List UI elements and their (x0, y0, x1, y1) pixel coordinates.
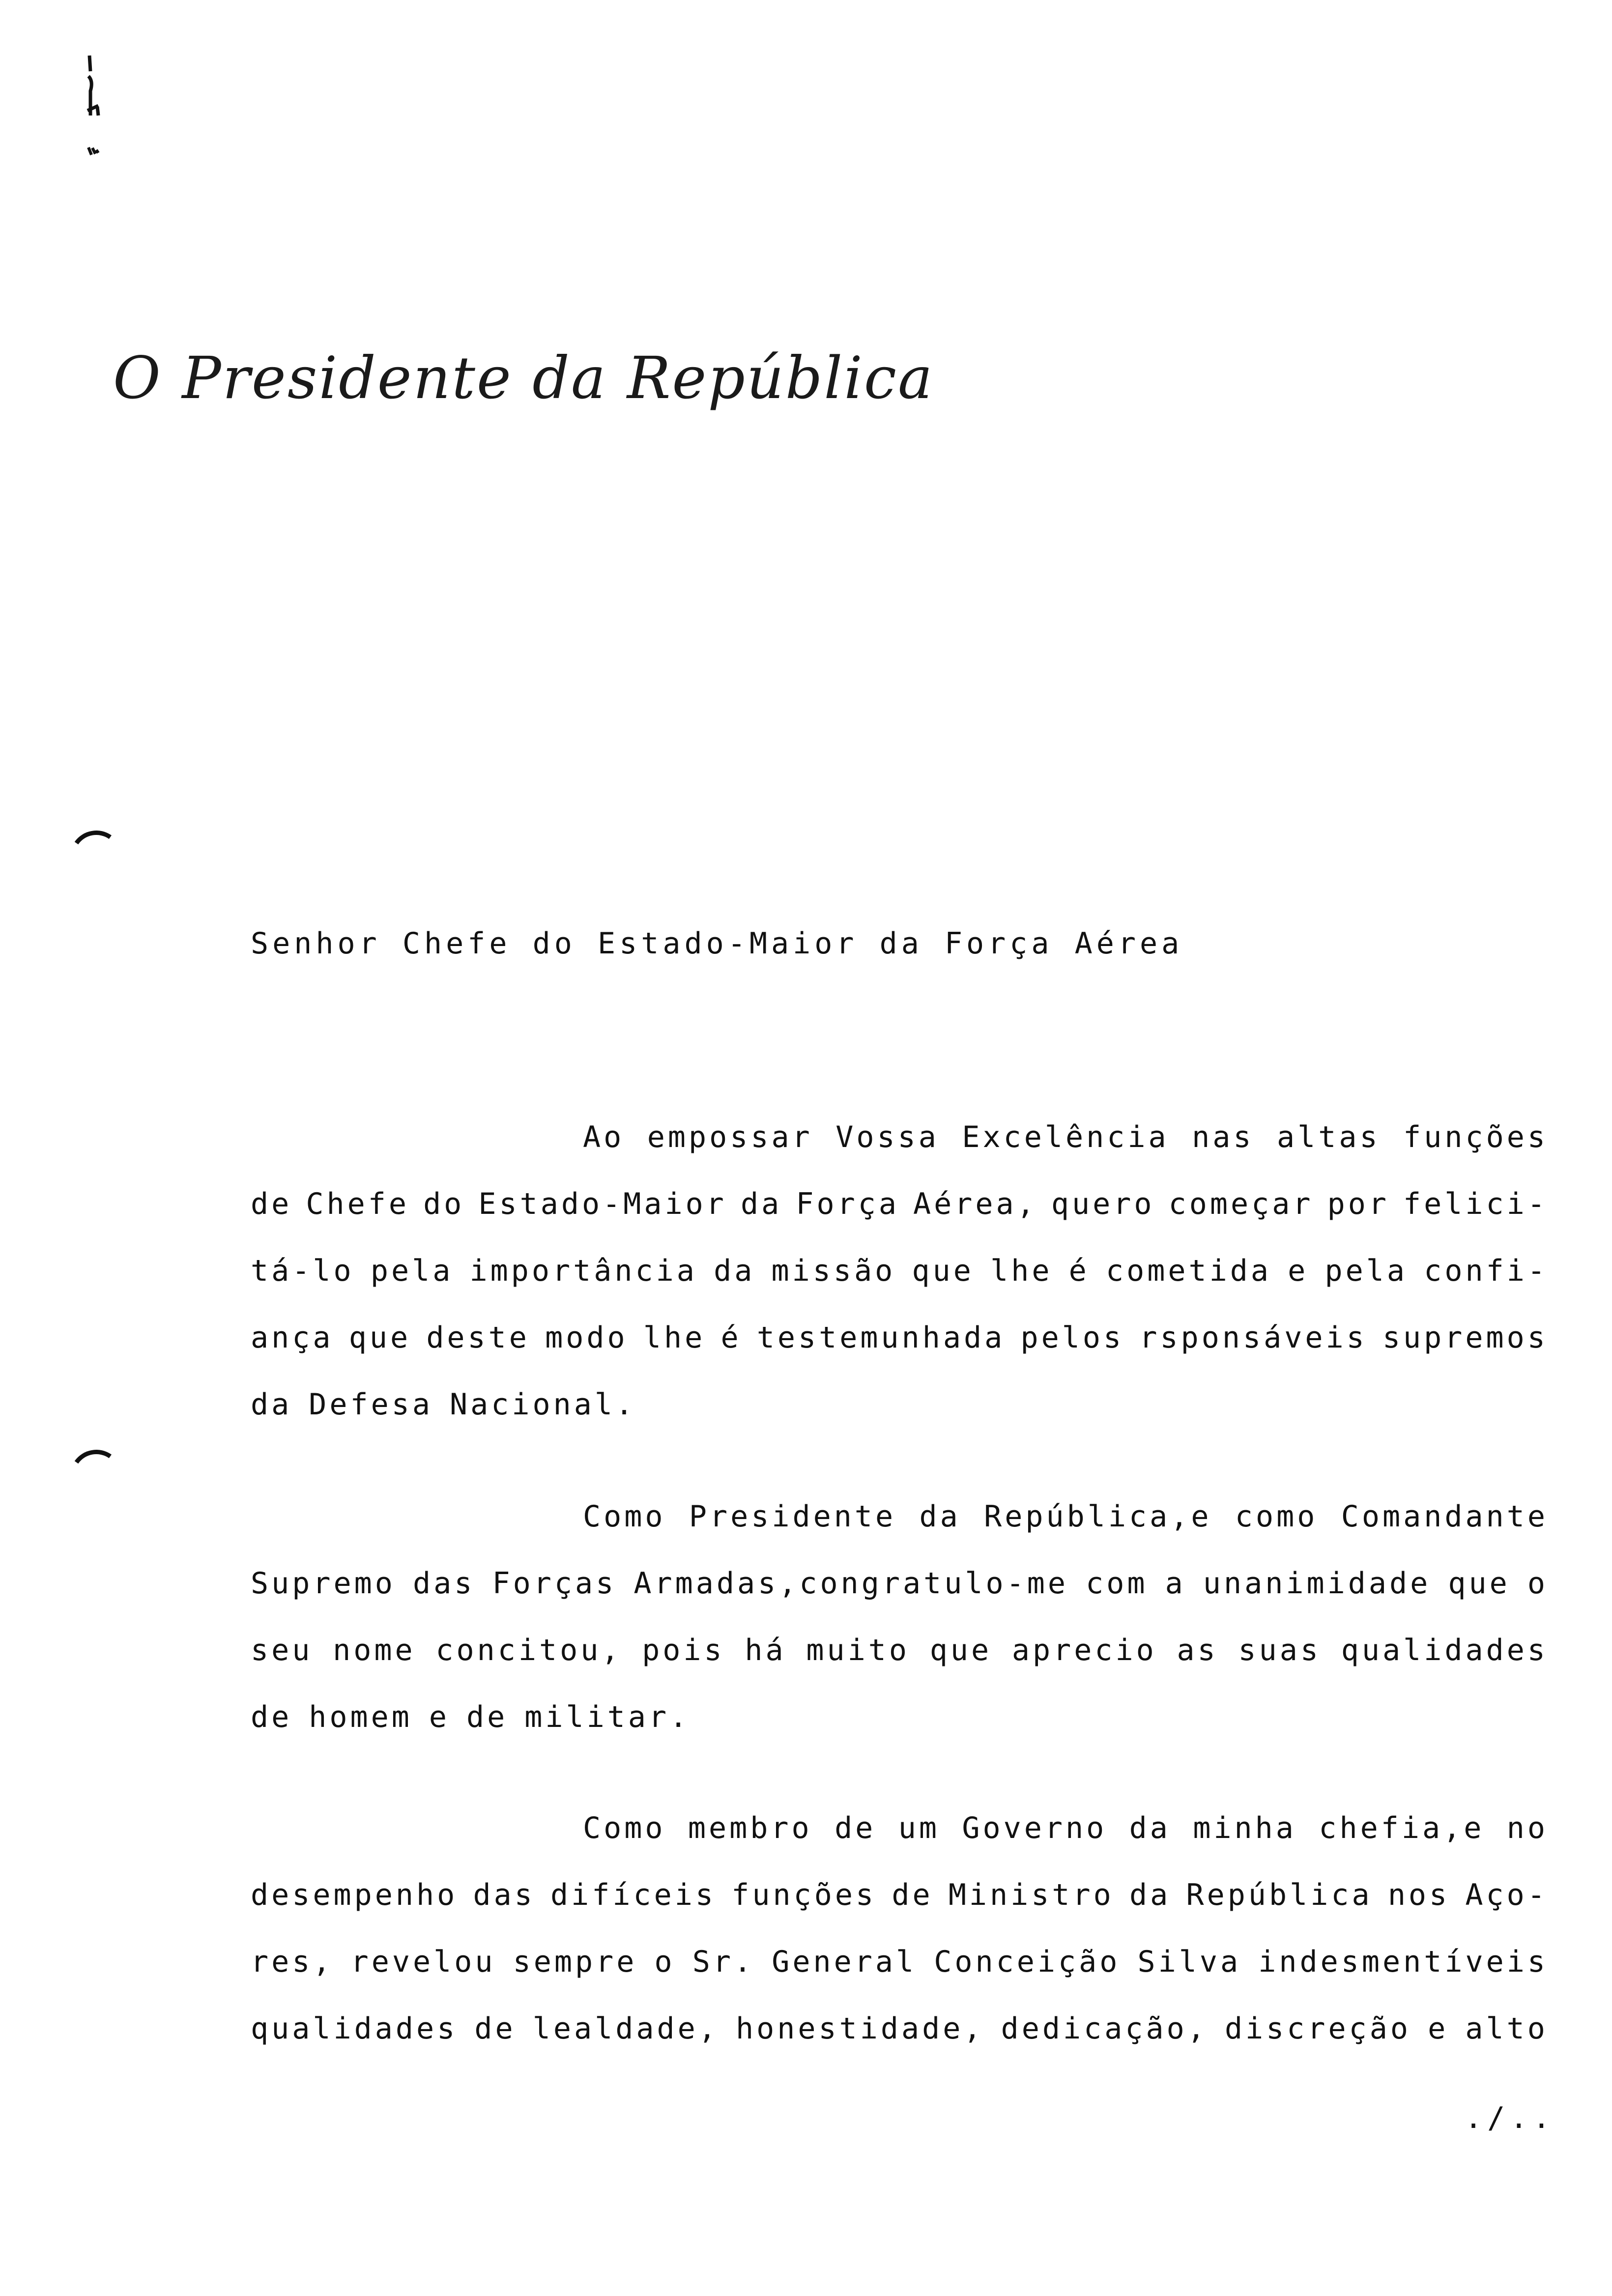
word: felici- (1403, 1187, 1548, 1221)
word: lealdade, (532, 2011, 719, 2046)
word: funções (731, 1878, 877, 1912)
word: das (473, 1878, 535, 1912)
word: militar. (524, 1700, 691, 1734)
word: muito (806, 1633, 910, 1667)
word: aprecio (1011, 1633, 1157, 1667)
paragraph-line (251, 1862, 1548, 1928)
word: de (474, 2011, 516, 2046)
paragraph-line (251, 1995, 1548, 2062)
word: funções (1403, 1120, 1548, 1154)
word: que (929, 1633, 992, 1667)
word: revelou (350, 1945, 496, 1979)
word: modo (545, 1320, 628, 1355)
word: o (654, 1945, 675, 1979)
paragraph (251, 1483, 1548, 1751)
word: começar (1168, 1187, 1314, 1221)
word: há (745, 1633, 786, 1667)
word: as (1177, 1633, 1218, 1667)
word: desempenho (251, 1878, 458, 1912)
word: quero (1051, 1187, 1155, 1221)
word: República (1186, 1878, 1373, 1912)
word: unanimidade (1203, 1566, 1431, 1601)
word: Chefe (306, 1187, 409, 1221)
word: da (714, 1254, 755, 1288)
word: Nacional. (450, 1387, 636, 1422)
punch-hole-icon (65, 826, 127, 888)
word: Aérea, (913, 1187, 1037, 1221)
word: é (1068, 1254, 1090, 1288)
word: Conceição (934, 1945, 1121, 1979)
paragraph (251, 1104, 1548, 1438)
word: da (1129, 1811, 1171, 1845)
paragraph (251, 1795, 1548, 2062)
word: qualidades (1341, 1633, 1548, 1667)
word: minha (1193, 1811, 1296, 1845)
corner-ink-mark-icon (84, 52, 113, 165)
word: de (251, 1187, 292, 1221)
word: de (251, 1700, 292, 1734)
word: ança (251, 1320, 334, 1355)
word: Excelência (962, 1120, 1169, 1154)
word: rsponsáveis (1139, 1320, 1367, 1355)
word: Armadas,congratulo-me (633, 1566, 1068, 1601)
paragraph-line (251, 1371, 1548, 1438)
word: e (1428, 2011, 1449, 2046)
word: Comandante (1341, 1499, 1548, 1534)
word: no (1506, 1811, 1548, 1845)
paragraph-line (251, 1550, 1548, 1617)
word: honestidade, (735, 2011, 984, 2046)
word: alto (1465, 2011, 1548, 2046)
word: das (413, 1566, 475, 1601)
word: Ministro (948, 1878, 1114, 1912)
paragraph-line (251, 1171, 1548, 1237)
word: de (466, 1700, 508, 1734)
word: seu (251, 1633, 313, 1667)
word: concitou, (435, 1633, 622, 1667)
word: Aço- (1465, 1878, 1548, 1912)
word: General (772, 1945, 917, 1979)
word: pelos (1020, 1320, 1124, 1355)
word: da (919, 1499, 961, 1534)
word: e (1288, 1254, 1309, 1288)
word: Força (796, 1187, 899, 1221)
paragraph-line (251, 1237, 1548, 1304)
word: testemunhada (756, 1320, 1006, 1355)
word: um (898, 1811, 940, 1845)
word: Estado-Maior (478, 1187, 727, 1221)
word: que (348, 1320, 411, 1355)
word: do (423, 1187, 465, 1221)
word: Vossa (835, 1120, 939, 1154)
word: como (1235, 1499, 1318, 1534)
word: Silva (1137, 1945, 1241, 1979)
word: lhe (643, 1320, 706, 1355)
word: qualidades (251, 2011, 458, 2046)
word: nome (333, 1633, 416, 1667)
paragraph-line (251, 1304, 1548, 1371)
salutation: Senhor Chefe do Estado-Maior da Força Aérea (251, 926, 1183, 961)
word: importância (469, 1254, 697, 1288)
word: deste (426, 1320, 530, 1355)
word: cometida (1105, 1254, 1271, 1288)
word: da (1129, 1878, 1171, 1912)
word: lhe (990, 1254, 1053, 1288)
paragraph-line (251, 1795, 1548, 1862)
word: é (720, 1320, 742, 1355)
word: discreção (1224, 2011, 1411, 2046)
word: pois (642, 1633, 725, 1667)
word: de (835, 1811, 876, 1845)
word: e (429, 1700, 450, 1734)
word: membro (688, 1811, 812, 1845)
word: da (251, 1387, 292, 1422)
paragraph-line (251, 1928, 1548, 1995)
word: Como (583, 1811, 666, 1845)
word: com (1086, 1566, 1148, 1601)
word: a (1165, 1566, 1186, 1601)
word: o (1527, 1566, 1548, 1601)
word: que (912, 1254, 974, 1288)
word: nos (1387, 1878, 1450, 1912)
paragraph-line (251, 1104, 1548, 1171)
paragraph-line (251, 1684, 1548, 1751)
page-continuation-marker: ./.. (1465, 2101, 1555, 2135)
word: indesmentíveis (1258, 1945, 1548, 1979)
word: Defesa (309, 1387, 433, 1422)
word: chefia,e (1319, 1811, 1485, 1845)
word: Ao (583, 1120, 625, 1154)
word: difíceis (550, 1878, 717, 1912)
word: Governo (962, 1811, 1107, 1845)
letterhead-title: O Presidente da República (113, 344, 934, 412)
word: res, (251, 1945, 334, 1979)
word: Sr. (692, 1945, 755, 1979)
word: altas (1276, 1120, 1381, 1154)
word: missão (771, 1254, 896, 1288)
paragraph-line (251, 1617, 1548, 1684)
punch-hole-icon (65, 1445, 127, 1507)
word: suas (1238, 1633, 1321, 1667)
word: República,e (984, 1499, 1212, 1534)
word: Como (583, 1499, 666, 1534)
word: homem (309, 1700, 412, 1734)
word: sempre (513, 1945, 637, 1979)
word: pela (370, 1254, 454, 1288)
word: nas (1192, 1120, 1254, 1154)
word: supremos (1382, 1320, 1548, 1355)
paragraph-line (251, 1483, 1548, 1550)
word: tá-lo (251, 1254, 354, 1288)
word: da (740, 1187, 782, 1221)
word: de (892, 1878, 933, 1912)
word: que (1448, 1566, 1510, 1601)
word: pela (1324, 1254, 1408, 1288)
word: Forças (492, 1566, 617, 1601)
word: empossar (647, 1120, 813, 1154)
word: dedicação, (1001, 2011, 1208, 2046)
word: por (1327, 1187, 1389, 1221)
word: Supremo (251, 1566, 396, 1601)
word: Presidente (689, 1499, 896, 1534)
word: confi- (1424, 1254, 1548, 1288)
